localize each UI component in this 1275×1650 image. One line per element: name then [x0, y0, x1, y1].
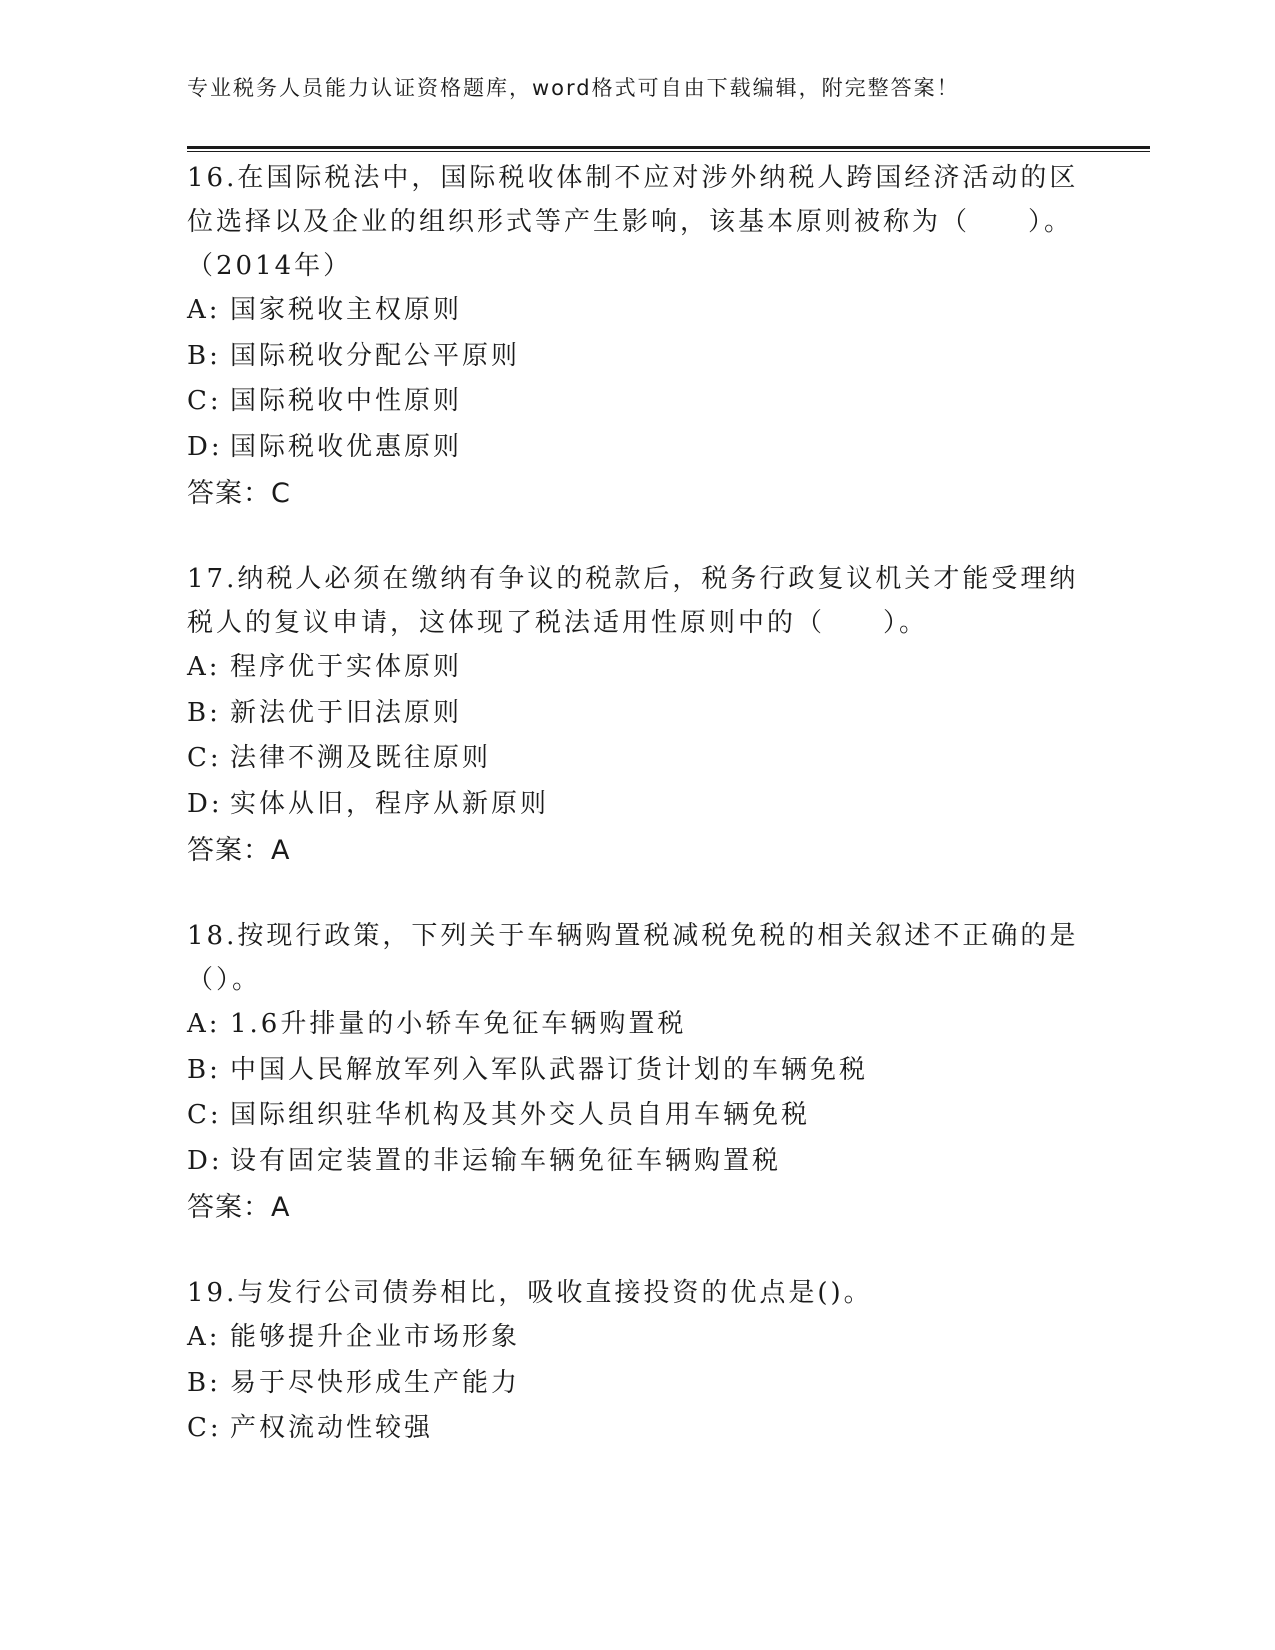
option-b — [187, 334, 1087, 380]
question-text: 18.按现行政策，下列关于车辆购置税减税免税的相关叙述不正确的是（）。 — [187, 921, 1079, 995]
option-letter: A: — [187, 1009, 221, 1039]
option-letter: C: — [187, 1100, 222, 1130]
option-letter: A: — [187, 1322, 221, 1352]
option-text: 中国人民解放军列入军队武器订货计划的车辆免税 — [230, 1054, 869, 1085]
answer-value: C — [271, 478, 291, 509]
answer-value: A — [271, 1192, 291, 1223]
option-text: 产权流动性较强 — [230, 1413, 434, 1443]
option-a — [187, 1002, 1087, 1048]
option-text: 法律不溯及既往原则 — [230, 743, 492, 773]
option-c — [187, 1093, 1087, 1139]
option-letter: B: — [187, 697, 221, 728]
option-letter: B: — [187, 340, 221, 371]
option-a — [187, 1315, 1087, 1361]
option-letter: D: — [187, 788, 223, 819]
answer-label: 答案： — [187, 478, 271, 509]
header-rule-thick — [187, 146, 1150, 149]
option-letter: B: — [187, 1054, 221, 1085]
answer-line — [187, 470, 1087, 517]
option-letter: C: — [187, 1413, 222, 1443]
option-text: 国家税收主权原则 — [230, 295, 463, 325]
question-17 — [187, 557, 1087, 874]
question-text: 16.在国际税法中，国际税收体制不应对涉外纳税人跨国经济活动的区位选择以及企业的组织形式等产生影响，该基本原则被称为（ ）。（2014年） — [187, 163, 1079, 281]
option-letter: D: — [187, 1145, 223, 1176]
option-d — [187, 1139, 1087, 1185]
option-d — [187, 782, 1087, 828]
option-letter: D: — [187, 431, 223, 462]
answer-label: 答案： — [187, 835, 271, 866]
option-text: 设有固定装置的非运输车辆免征车辆购置税 — [230, 1145, 782, 1176]
option-text: 程序优于实体原则 — [230, 652, 463, 682]
option-text: 国际组织驻华机构及其外交人员自用车辆免税 — [230, 1100, 811, 1130]
option-text: 国际税收分配公平原则 — [230, 340, 521, 371]
option-letter: A: — [187, 295, 221, 325]
option-text: 国际税收优惠原则 — [230, 431, 463, 462]
question-text: 19.与发行公司债券相比，吸收直接投资的优点是()。 — [187, 1278, 873, 1308]
question-list — [187, 156, 1087, 1492]
option-text: 能够提升企业市场形象 — [230, 1322, 521, 1352]
option-a — [187, 645, 1087, 691]
option-b — [187, 1048, 1087, 1094]
answer-value: A — [271, 835, 291, 866]
option-letter: B: — [187, 1367, 221, 1398]
answer-line — [187, 827, 1087, 874]
question-text: 17.纳税人必须在缴纳有争议的税款后，税务行政复议机关才能受理纳税人的复议申请，这体现了税法适用性原则中的（ ）。 — [187, 564, 1079, 638]
option-letter: C: — [187, 386, 222, 416]
option-d — [187, 425, 1087, 471]
answer-line — [187, 1184, 1087, 1231]
option-b — [187, 1361, 1087, 1407]
question-16 — [187, 156, 1087, 517]
answer-label: 答案： — [187, 1192, 271, 1223]
option-a — [187, 288, 1087, 334]
option-text: 国际税收中性原则 — [230, 386, 463, 416]
option-c — [187, 1406, 1087, 1452]
option-letter: C: — [187, 743, 222, 773]
option-c — [187, 379, 1087, 425]
option-text: 1.6升排量的小轿车免征车辆购置税 — [230, 1009, 687, 1039]
option-letter: A: — [187, 652, 221, 682]
question-19 — [187, 1271, 1087, 1452]
option-text: 易于尽快形成生产能力 — [230, 1367, 521, 1398]
option-text: 新法优于旧法原则 — [230, 697, 463, 728]
option-b — [187, 691, 1087, 737]
question-18 — [187, 914, 1087, 1231]
option-c — [187, 736, 1087, 782]
header-rule-thin — [187, 151, 1150, 152]
option-text: 实体从旧，程序从新原则 — [230, 788, 550, 819]
page-header: 专业税务人员能力认证资格题库，word格式可自由下载编辑，附完整答案！ — [187, 76, 960, 100]
